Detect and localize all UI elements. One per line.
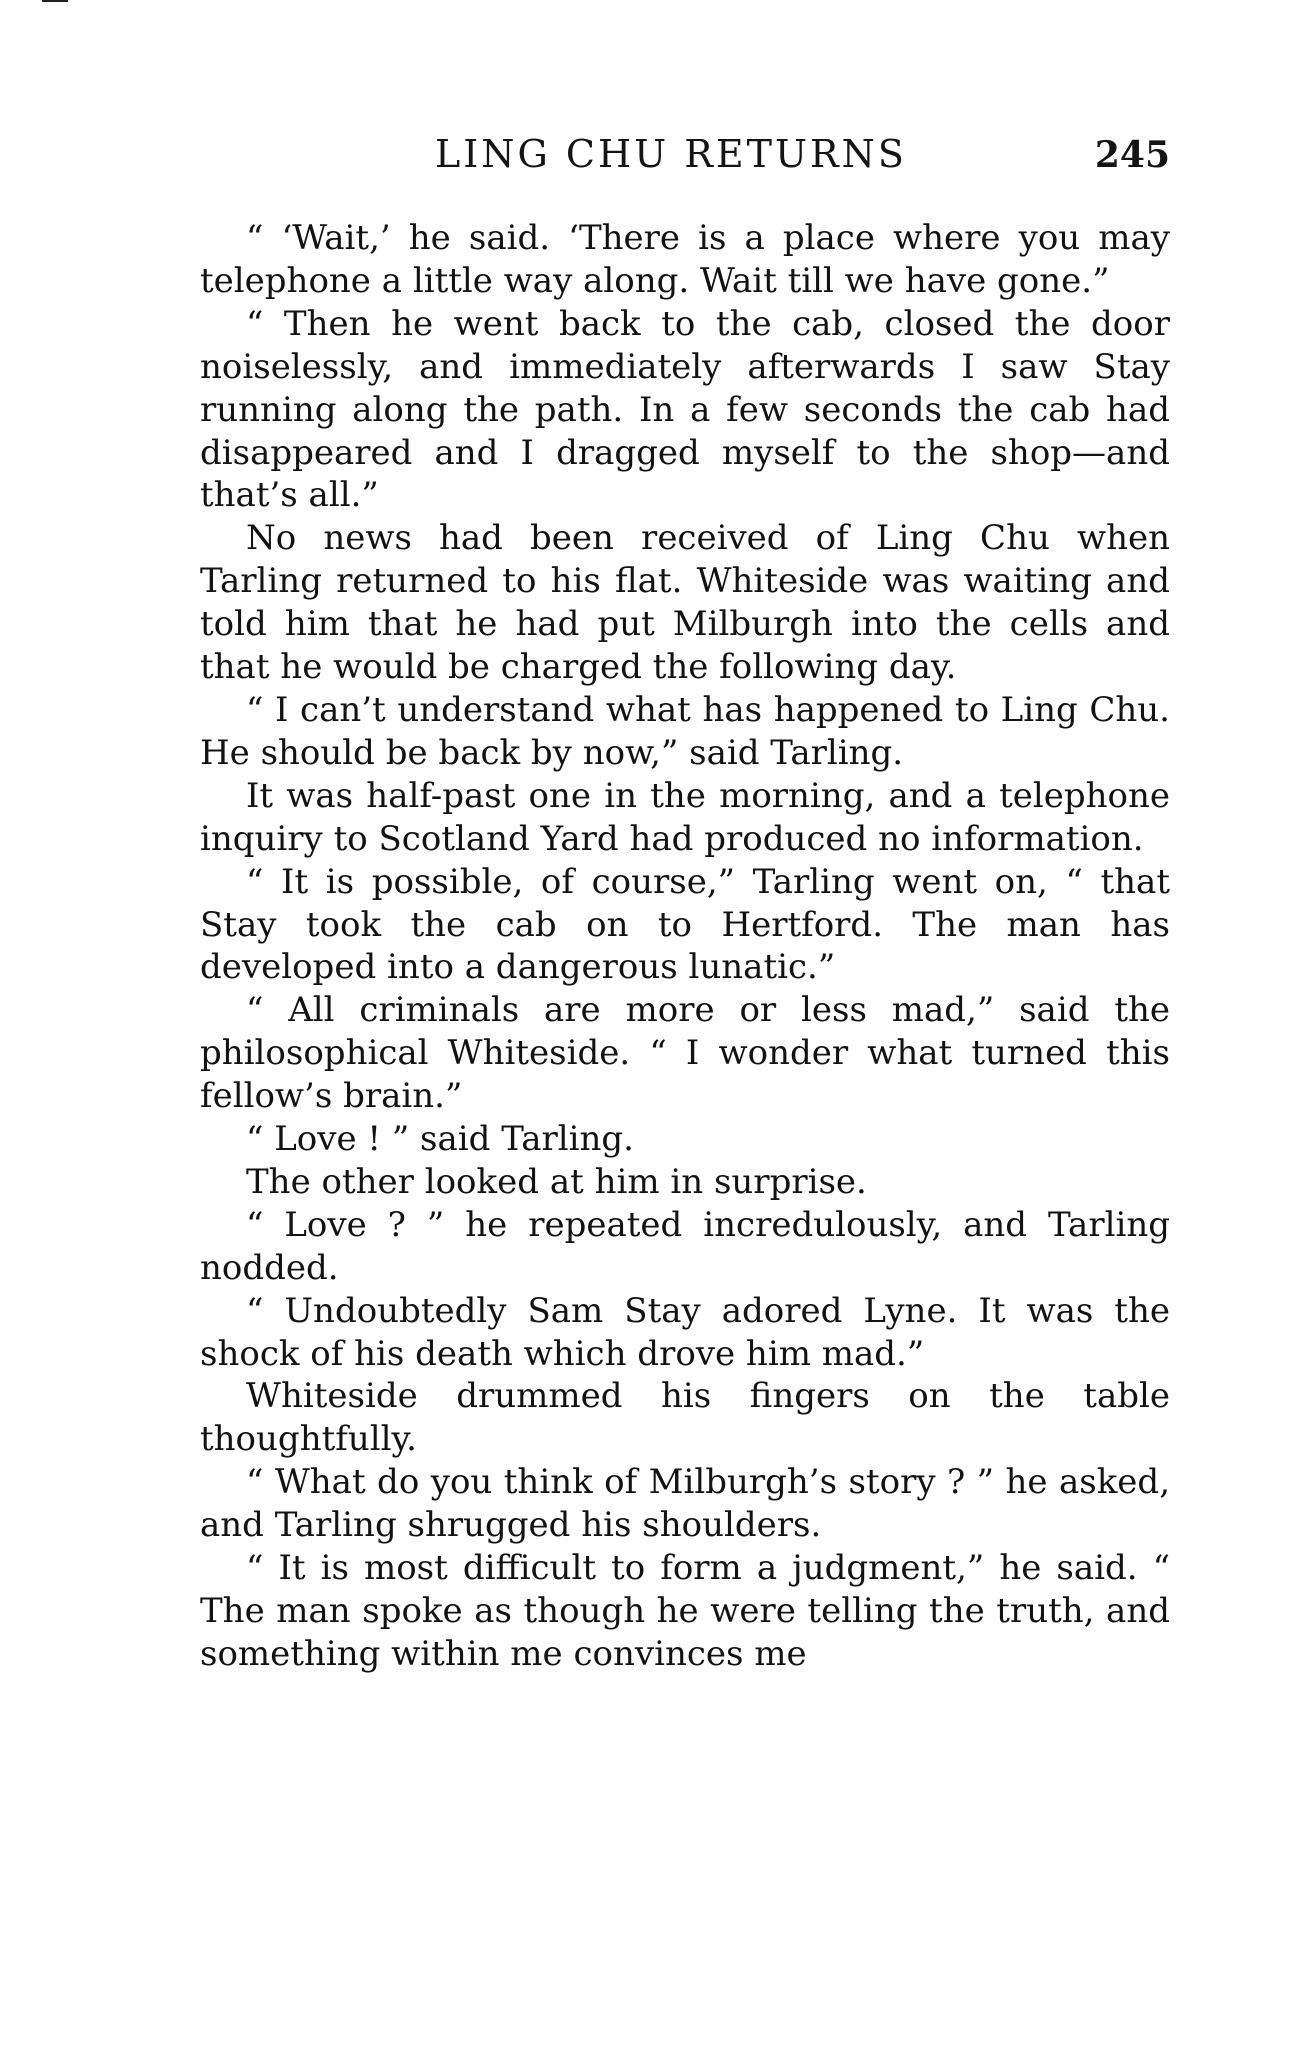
body-text xyxy=(200,217,1170,1676)
paragraph: The other looked at him in surprise. xyxy=(246,1161,867,1202)
paragraph: No news had been received of Ling Chu when Tarling returned to his flat. Whiteside was waiting and told him that he had put Milburgh into the cells and that he would be charged the following day. xyxy=(200,518,1170,688)
paragraph: It was half-past one in the morning, and a telephone inquiry to Scotland Yard had produced no information. xyxy=(200,775,1170,859)
running-header xyxy=(200,132,1170,182)
running-title: LING CHU RETURNS xyxy=(435,132,907,176)
paragraph: “ Undoubtedly Sam Stay adored Lyne. It was the shock of his death which drove him mad.” xyxy=(200,1290,1170,1374)
paragraph: “ It is most difficult to form a judgment,” he said. “ The man spoke as though he were telling the truth, and something within me convinces me xyxy=(200,1548,1170,1674)
paragraph: “ It is possible, of course,” Tarling went on, “ that Stay took the cab on to Hertford. The man has developed into a dangerous lunatic.” xyxy=(200,861,1170,988)
paragraph: “ ‘Wait,’ he said. ‘There is a place where you may telephone a little way along. Wait till we have gone.” xyxy=(200,218,1170,301)
paragraph: Whiteside drummed his fingers on the table thoughtfully. xyxy=(200,1376,1170,1460)
page-number: 245 xyxy=(1094,134,1170,176)
paragraph: “ Love ! ” said Tarling. xyxy=(246,1119,634,1160)
paragraph: “ All criminals are more or less mad,” said the philosophical Whiteside. “ I wonder what turned this fellow’s brain.” xyxy=(200,990,1170,1117)
paragraph: “ I can’t understand what has happened to Ling Chu. He should be back by now,” said Tarling. xyxy=(200,689,1170,773)
corner-mark xyxy=(42,0,68,2)
paragraph: “ Then he went back to the cab, closed the door noiselessly, and immediately afterwards I saw Stay running along the path. In a few seconds the cab had disappeared and I dragged myself to the shop—and that’s all.” xyxy=(200,303,1170,516)
paragraph: “ Love ? ” he repeated incredulously, and Tarling nodded. xyxy=(200,1204,1170,1288)
paragraph: “ What do you think of Milburgh’s story ? ” he asked, and Tarling shrugged his shoulders. xyxy=(200,1462,1170,1546)
